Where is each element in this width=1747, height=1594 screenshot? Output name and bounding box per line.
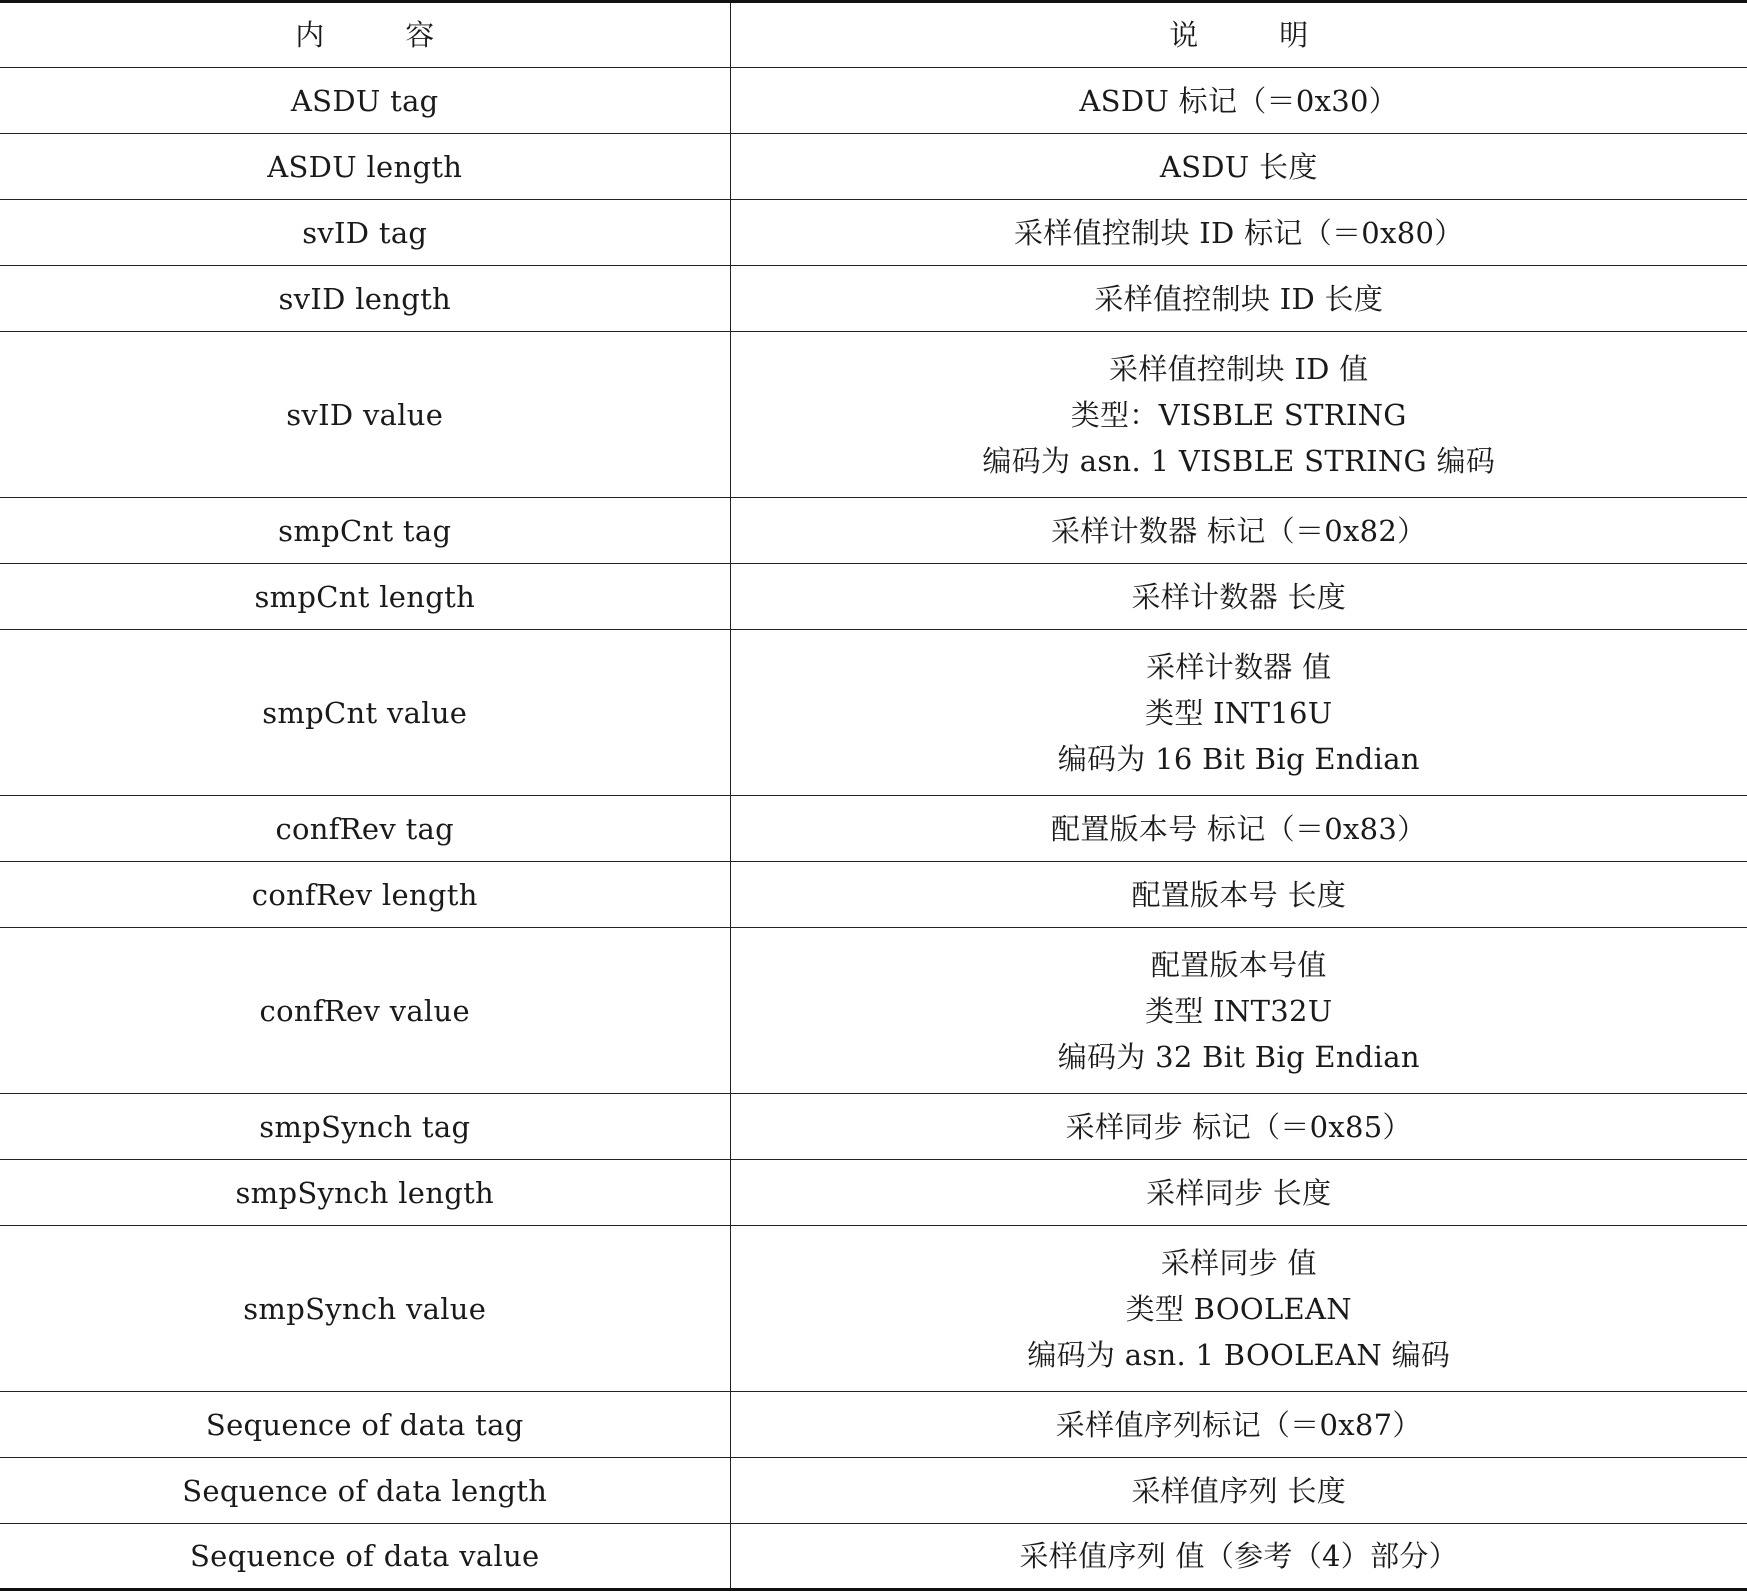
description-line: 配置版本号 长度 bbox=[1131, 877, 1347, 912]
description-cell bbox=[730, 1226, 1747, 1392]
header-description bbox=[730, 2, 1747, 68]
table-row bbox=[0, 796, 1747, 862]
description-line: 采样同步 长度 bbox=[1146, 1175, 1332, 1210]
description-cell bbox=[730, 862, 1747, 928]
description-line: 类型：VISBLE STRING bbox=[1070, 397, 1407, 432]
content-cell: confRev length bbox=[0, 862, 730, 928]
description-line: 采样计数器 值 bbox=[1146, 649, 1332, 684]
table-row bbox=[0, 332, 1747, 498]
content-cell: ASDU tag bbox=[0, 68, 730, 134]
content-cell: smpCnt tag bbox=[0, 498, 730, 564]
content-cell: smpSynch value bbox=[0, 1226, 730, 1392]
description-line: 编码为 asn. 1 BOOLEAN 编码 bbox=[1027, 1337, 1451, 1372]
description-cell bbox=[730, 200, 1747, 266]
description-cell bbox=[730, 630, 1747, 796]
description-line: 采样同步 标记（＝0x85） bbox=[1065, 1109, 1412, 1144]
content-cell: Sequence of data value bbox=[0, 1524, 730, 1590]
description-cell bbox=[730, 1458, 1747, 1524]
table-header-row bbox=[0, 2, 1747, 68]
description-line: 采样值控制块 ID 长度 bbox=[1094, 281, 1384, 316]
content-cell: svID length bbox=[0, 266, 730, 332]
description-cell bbox=[730, 1392, 1747, 1458]
content-cell: ASDU length bbox=[0, 134, 730, 200]
description-line: 采样值控制块 ID 值 bbox=[1109, 351, 1369, 386]
description-cell bbox=[730, 564, 1747, 630]
content-cell: smpCnt value bbox=[0, 630, 730, 796]
content-cell: smpSynch length bbox=[0, 1160, 730, 1226]
description-line: ASDU 标记（＝0x30） bbox=[1079, 83, 1399, 118]
description-line: 编码为 16 Bit Big Endian bbox=[1057, 741, 1420, 776]
description-cell bbox=[730, 1094, 1747, 1160]
table-row bbox=[0, 498, 1747, 564]
description-cell bbox=[730, 928, 1747, 1094]
table-row bbox=[0, 1094, 1747, 1160]
content-cell: Sequence of data length bbox=[0, 1458, 730, 1524]
description-cell bbox=[730, 134, 1747, 200]
table-row bbox=[0, 68, 1747, 134]
table-row bbox=[0, 134, 1747, 200]
description-cell bbox=[730, 1160, 1747, 1226]
description-line: 类型 INT32U bbox=[1145, 993, 1333, 1028]
header-content bbox=[0, 2, 730, 68]
description-cell bbox=[730, 1524, 1747, 1590]
content-cell: svID value bbox=[0, 332, 730, 498]
content-cell: smpSynch tag bbox=[0, 1094, 730, 1160]
table-row bbox=[0, 1392, 1747, 1458]
description-line: 配置版本号值 bbox=[1150, 947, 1327, 982]
table-row bbox=[0, 1524, 1747, 1590]
description-cell bbox=[730, 796, 1747, 862]
table-row bbox=[0, 1458, 1747, 1524]
header-content-label: 内 容 bbox=[295, 18, 461, 52]
description-line: 编码为 asn. 1 VISBLE STRING 编码 bbox=[982, 443, 1496, 478]
header-description-label: 说 明 bbox=[1169, 18, 1335, 52]
table-row bbox=[0, 266, 1747, 332]
content-cell: smpCnt length bbox=[0, 564, 730, 630]
table-row bbox=[0, 862, 1747, 928]
content-cell: confRev value bbox=[0, 928, 730, 1094]
description-line: 采样值序列标记（＝0x87） bbox=[1055, 1407, 1422, 1442]
description-cell bbox=[730, 68, 1747, 134]
description-line: 采样值序列 长度 bbox=[1131, 1473, 1347, 1508]
content-cell: svID tag bbox=[0, 200, 730, 266]
description-line: 采样值控制块 ID 标记（＝0x80） bbox=[1013, 215, 1464, 250]
description-cell bbox=[730, 266, 1747, 332]
description-line: 采样计数器 长度 bbox=[1131, 579, 1347, 614]
description-line: 采样同步 值 bbox=[1160, 1245, 1317, 1280]
table-row bbox=[0, 200, 1747, 266]
description-line: 配置版本号 标记（＝0x83） bbox=[1051, 811, 1427, 846]
description-line: 采样值序列 值（参考（4）部分） bbox=[1019, 1539, 1458, 1573]
table-row bbox=[0, 928, 1747, 1094]
description-line: 类型 BOOLEAN bbox=[1125, 1291, 1352, 1326]
content-cell: confRev tag bbox=[0, 796, 730, 862]
table-row bbox=[0, 1226, 1747, 1392]
description-line: ASDU 长度 bbox=[1159, 149, 1318, 184]
table-row bbox=[0, 630, 1747, 796]
description-line: 编码为 32 Bit Big Endian bbox=[1057, 1039, 1420, 1074]
table-row bbox=[0, 564, 1747, 630]
description-line: 采样计数器 标记（＝0x82） bbox=[1051, 513, 1427, 548]
description-cell bbox=[730, 498, 1747, 564]
description-cell bbox=[730, 332, 1747, 498]
description-line: 类型 INT16U bbox=[1145, 695, 1333, 730]
content-cell: Sequence of data tag bbox=[0, 1392, 730, 1458]
table-row bbox=[0, 1160, 1747, 1226]
